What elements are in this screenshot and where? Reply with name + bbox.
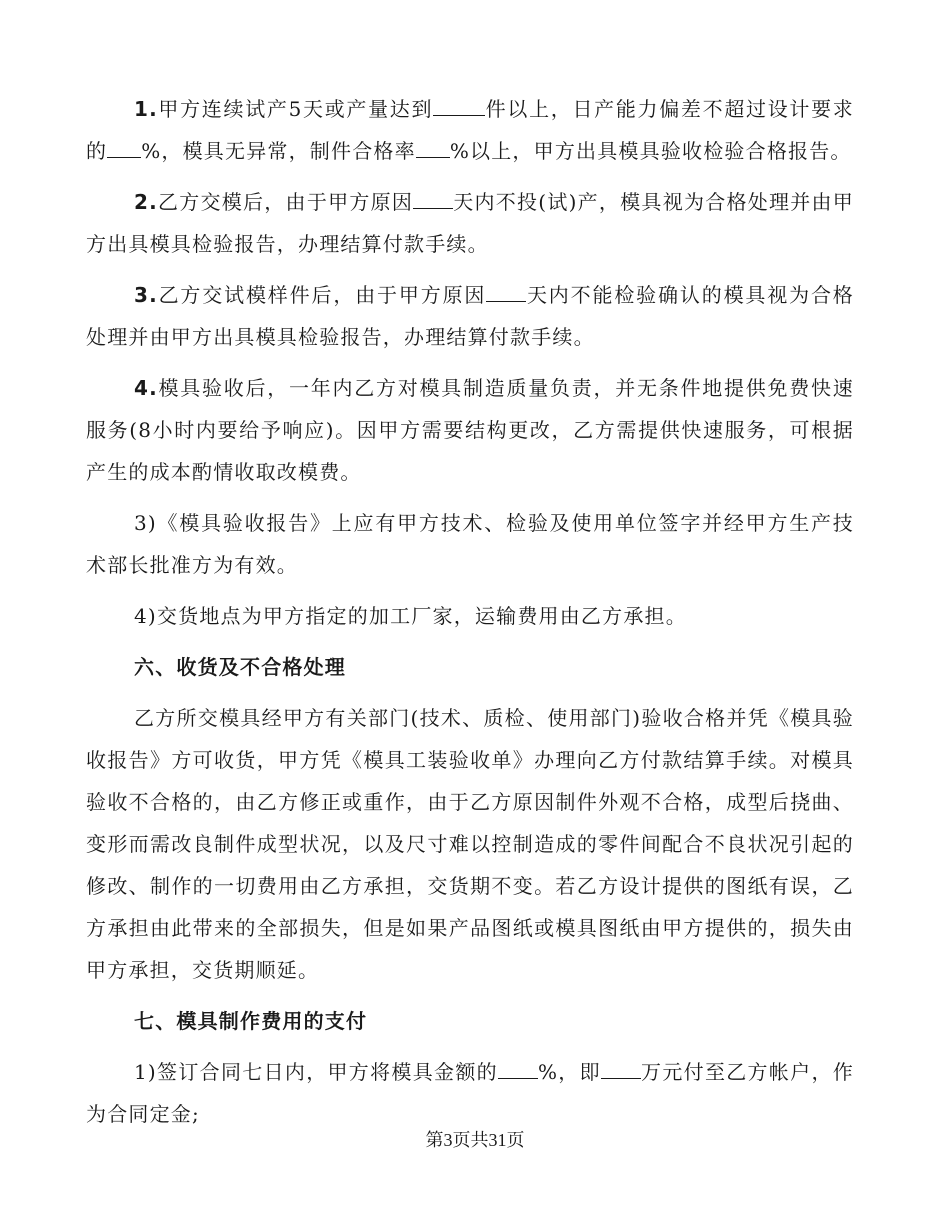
section-heading-7: 七、模具制作费用的支付: [134, 1009, 368, 1033]
blank-line: [107, 135, 141, 158]
clause-text: %，模具无异常，制件合格率: [141, 139, 416, 163]
clause-text: 乙方交试模样件后，由于甲方原因: [157, 283, 487, 307]
blank-line: [413, 186, 453, 209]
document-page: [86, 88, 854, 1144]
clause-text: 模具验收后，一年内乙方对模具制造质量负责，并无条件地提供免费快速服务(8小时内要给予响应)。因甲方需要结构更改，乙方需提供快速服务，可根据产生的成本酌情收取改模费。: [86, 376, 854, 484]
clause-text: 甲方连续试产5天或产量达到: [157, 97, 434, 121]
clause-text: 天内不投(试)产，模具视为合格处理并由甲方出具模具检验报告，办理结算付款手续。: [86, 190, 854, 256]
clause-text: 天内不能检验确认的模具视为合格处理并由甲方出具模具检验报告，办理结算付款手续。: [86, 283, 855, 349]
clause-number: 4.: [134, 376, 158, 400]
clause-number: 1.: [134, 97, 158, 121]
clause-text: %以上，甲方出具模具验收检验合格报告。: [449, 139, 852, 163]
clause-number: 2.: [134, 190, 158, 214]
section-heading-6: 六、收货及不合格处理: [134, 655, 346, 679]
payment-item-1: [86, 1051, 854, 1135]
clause-text: 件以上，日产能力偏差不超过设计要求的: [86, 97, 855, 163]
page-number-footer: 第3页共31页: [425, 1130, 525, 1150]
blank-line: [433, 93, 485, 116]
blank-line: [416, 135, 450, 158]
clause-text: 1)签订合同七日内，甲方将模具金额的: [134, 1060, 498, 1084]
blank-line: [498, 1056, 538, 1079]
clause-4: [86, 367, 854, 493]
blank-line: [601, 1056, 641, 1079]
clause-text: 万元付至乙方帐户，作为合同定金;: [86, 1060, 854, 1126]
item-3-report: 3)《模具验收报告》上应有甲方技术、检验及使用单位签字并经甲方生产技术部长批准方为有效。: [86, 511, 854, 577]
receiving-paragraph: 乙方所交模具经甲方有关部门(技术、质检、使用部门)验收合格并凭《模具验收报告》方可收货，甲方凭《模具工装验收单》办理向乙方付款结算手续。对模具验收不合格的，由乙方修正或重作，由于乙方原因制件外观不合格，成型后挠曲、变形而需改良制件成型状况，以及尺寸难以控制造成的零件间配合不良状况引起的修改、制作的一切费用由乙方承担，交货期不变。若乙方设计提供的图纸有误，乙方承担由此带来的全部损失，但是如果产品图纸或模具图纸由甲方提供的，损失由甲方承担，交货期顺延。: [86, 706, 854, 982]
clause-1: [86, 88, 854, 172]
clause-text: 乙方交模后，由于甲方原因: [157, 190, 414, 214]
blank-line: [486, 279, 526, 302]
clause-3: [86, 274, 854, 358]
clause-text: %，即: [537, 1060, 601, 1084]
item-4-delivery: 4)交货地点为甲方指定的加工厂家，运输费用由乙方承担。: [134, 604, 687, 628]
clause-number: 3.: [134, 283, 158, 307]
clause-2: [86, 181, 854, 265]
